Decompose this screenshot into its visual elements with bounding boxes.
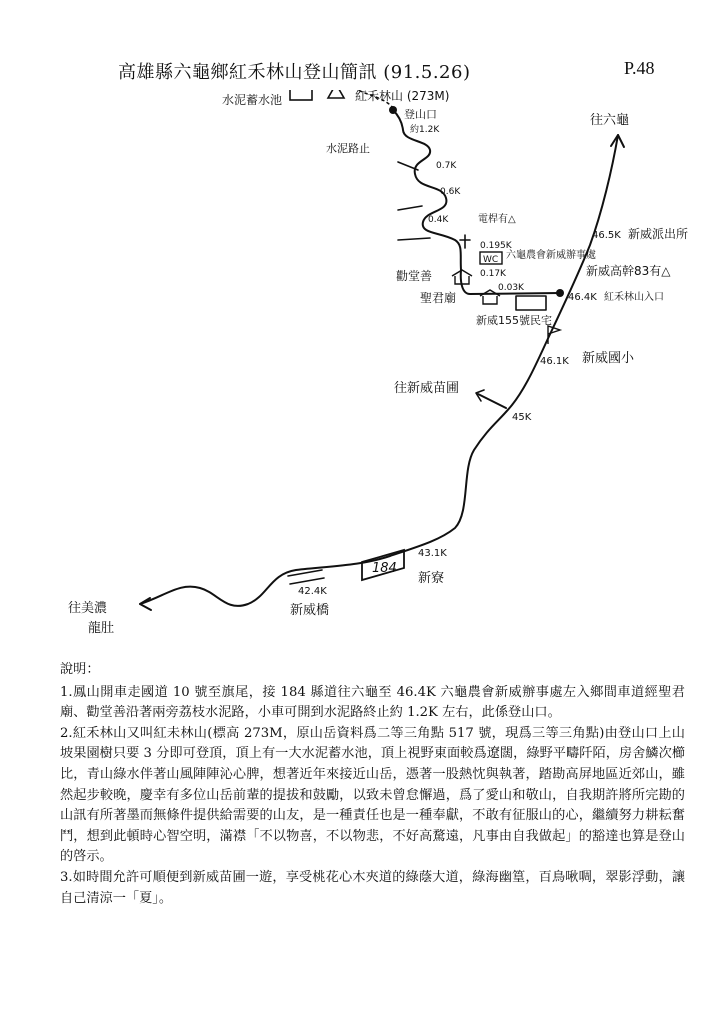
- spur-3: [398, 238, 430, 240]
- orchard-branch: [478, 394, 506, 408]
- to-liugui-label: 往六龜: [590, 113, 630, 128]
- temple-2-icon: [480, 290, 500, 304]
- page-title: 高雄縣六龜鄉紅禾林山登山簡訊 (91.5.26): [118, 62, 471, 83]
- note-item-1: 1.鳳山開車走國道 10 號至旗尾，接 184 縣道往六龜至 46.4K 六龜農會新威辦事處左入鄉間車道經聖君廟、勸堂善沿著兩旁荔枝水泥路，小車可開到水泥路終止約 1.2K 左右，此係登山口。: [60, 684, 685, 721]
- k017-label: 0.17K: [480, 269, 506, 279]
- school-label: 新威國小: [582, 351, 635, 366]
- quantang-label: 勸堂善: [396, 269, 433, 283]
- shengjun-label: 聖君廟: [420, 291, 457, 305]
- route-map: [0, 90, 715, 650]
- road-end-label: 水泥路止: [326, 142, 370, 155]
- water-tank-label: 水泥蓄水池: [222, 93, 283, 107]
- water-tank-icon: [290, 90, 312, 100]
- k003-label: 0.03K: [498, 283, 524, 293]
- k461-label: 46.1K: [540, 356, 569, 367]
- k0195-label: 0.195K: [480, 241, 512, 251]
- k464-label: 46.4K: [568, 292, 597, 303]
- trailhead-label: 登山口: [404, 108, 437, 121]
- junction-dot: [556, 289, 564, 297]
- k04-label: 0.4K: [428, 215, 449, 225]
- k424-label: 42.4K: [298, 586, 327, 597]
- triangle-point-icon: [328, 90, 344, 98]
- farm-office-label: 六龜農會新威辦事處: [506, 250, 596, 261]
- wc-label: WC: [483, 255, 499, 265]
- main-road: [140, 135, 618, 606]
- house155-label: 新威155號民宅: [476, 314, 552, 327]
- k431-label: 43.1K: [418, 548, 447, 559]
- pole-marker: [460, 235, 470, 248]
- trailhead-dot: [389, 106, 397, 114]
- trailhead-dist-label: 約1.2K: [410, 125, 440, 135]
- trunk-label: 新威高幹83有△: [586, 264, 671, 278]
- spur-1: [398, 162, 418, 170]
- k45-label: 45K: [512, 412, 532, 423]
- notes-section: [60, 660, 685, 909]
- k06-label: 0.6K: [440, 187, 461, 197]
- longdu-label: 龍肚: [88, 621, 115, 636]
- notes-heading: 說明：: [60, 662, 100, 677]
- k465-label: 46.5K: [592, 230, 621, 241]
- bridge-marks: [288, 570, 324, 584]
- route-184-label: 184: [372, 561, 397, 576]
- note-item-2: 2.紅禾林山又叫紅未林山(標高 273M，原山岳資料爲二等三角點 517 號，現爲三等三角點)由登山口上山坡果園樹只要 3 分即可登頂，頂上有一大水泥蓄水池，頂上視野東面較爲遼闊，綠野平疇阡陌，房舍鱗次櫛比，青山綠水伴著山風陣陣沁心脾，想著近年來接近山岳，憑著一股熱忱與執著，踏勘高屏地區近郊山，雖然起步較晚，慶幸有多位山岳前輩的提拔和鼓勵，以致未曾怠懈過，爲了愛山和敬山，自我期許將所完勘的山訊有所著墨而無條件提供給需要的山友，是一種責任也是一種奉獻，不敢有征服山的心，繼續努力耕耘奮鬥，想到此頓時心智空明，滿襟「不以物喜，不以物悲，不好高騖遠，凡事由自我做起」的豁達也算是登山的啓示。: [60, 725, 685, 865]
- to-orchard-label: 往新威苗圃: [394, 381, 460, 396]
- pole-label: 電桿有△: [478, 214, 516, 225]
- to-meinong-label: 往美濃: [68, 601, 108, 616]
- bridge-label: 新威橋: [290, 603, 330, 618]
- police-label: 新威派出所: [628, 227, 689, 241]
- entrance-label: 紅禾林山入口: [604, 292, 664, 303]
- page-number: P.48: [624, 58, 655, 78]
- k07-label: 0.7K: [436, 161, 457, 171]
- summit-label: 紅禾林山 (273M): [355, 90, 450, 103]
- house-155-box: [516, 296, 546, 310]
- xinliao-label: 新寮: [418, 571, 445, 586]
- note-item-3: 3.如時間允許可順便到新威苗圃一遊，享受桃花心木夾道的綠蔭大道，綠海幽篁，百鳥啾啁，翠影浮動，讓自己清涼一「夏」。: [60, 869, 685, 906]
- spur-2: [398, 206, 422, 210]
